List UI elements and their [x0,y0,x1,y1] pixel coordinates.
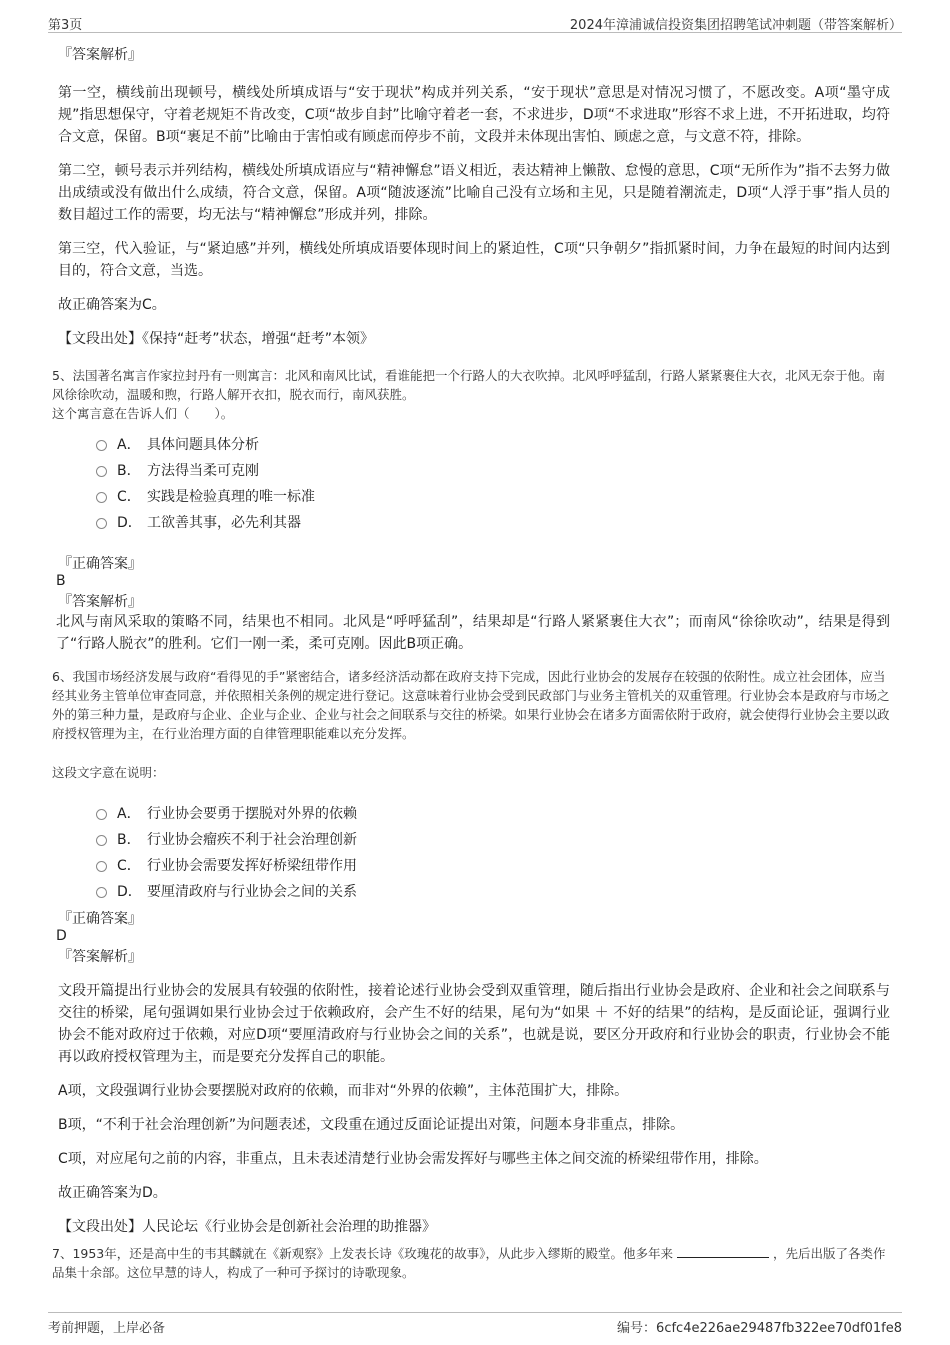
option-c[interactable]: C． 实践是检验真理的唯一标准 [96,483,890,509]
analysis-paragraph: C项，对应尾句之前的内容，非重点，且未表述清楚行业协会需发挥好与哪些主体之间交流的桥梁纽带作用，排除。 [58,1151,768,1167]
source-citation: 【文段出处】人民论坛《行业协会是创新社会治理的助推器》 [58,1219,436,1235]
radio-icon[interactable] [96,861,107,872]
analysis-paragraph: A项，文段强调行业协会要摆脱对政府的依赖，而非对“外界的依赖”，主体范围扩大，排除。 [58,1083,629,1099]
analysis-paragraph: B项，“不利于社会治理创新”为问题表述，文段重在通过反面论证提出对策，问题本身非重点，排除。 [58,1117,685,1133]
analysis-heading: 『答案解析』 [58,47,142,63]
radio-icon[interactable] [96,518,107,529]
option-a[interactable]: A． 具体问题具体分析 [96,431,890,457]
fill-blank[interactable] [677,1245,769,1258]
question-7 [52,1244,890,1282]
question-ask: 这个寓言意在告诉人们（ ）。 [52,406,234,421]
option-list [96,800,890,904]
radio-icon[interactable] [96,466,107,477]
question-6 [52,667,890,1236]
document-id: 编号：6cfc4e226ae29487fb322ee70df01fe8 [617,1321,902,1336]
option-d[interactable]: D． 工欲善其事，必先利其器 [96,509,890,535]
option-d[interactable]: D． 要厘清政府与行业协会之间的关系 [96,878,890,904]
analysis-paragraph: 第二空，顿号表示并列结构，横线处所填成语应与“精神懈怠”语义相近，表达精神上懒散、怠慢的意思，C项“无所作为”指不去努力做出成绩或没有做出什么成绩，符合文意，保留。A项“随波逐流”比喻自己没有立场和主见，只是随着潮流走，D项“人浮于事”指人员的数目超过工作的需要，均无法与“精神懈怠”形成并列，排除。 [58,163,890,223]
analysis-paragraph: 文段开篇提出行业协会的发展具有较强的依附性，接着论述行业协会受到双重管理，随后指出行业协会是政府、企业和社会之间联系与交往的桥梁，尾句强调如果行业协会过于依赖政府，会产生不好的结果，尾句为“如果 ＋ 不好的结果”的结构，是反面论证，强调行业协会不能对政府过于依赖，对应D项“要厘清政府与行业协会之间的关系”，也就是说，要区分开政府和行业协会的职责，行业协会不能再以政府授权管理为主，而是要充分发挥自己的职能。 [58,983,890,1065]
question-5 [52,366,890,655]
page-content [52,44,890,1282]
answer-heading: 『正确答案』 [58,556,142,572]
analysis-heading: 『答案解析』 [58,594,142,610]
conclusion: 故正确答案为D。 [58,1185,167,1201]
radio-icon[interactable] [96,835,107,846]
radio-icon[interactable] [96,492,107,503]
footer-slogan: 考前押题，上岸必备 [48,1321,166,1336]
option-c[interactable]: C． 行业协会需要发挥好桥梁纽带作用 [96,852,890,878]
option-list [96,431,890,535]
option-b[interactable]: B． 行业协会瘤疾不利于社会治理创新 [96,826,890,852]
question-stem: 6、我国市场经济发展与政府“看得见的手”紧密结合，诸多经济活动都在政府支持下完成，因此行业协会的发展存在较强的依附性。成立社会团体，应当经其业务主管单位审查同意，并依照相关条例的规定进行登记。这意味着行业协会受到民政部门与业务主管机关的双重管理。行业协会本是政府与市场之外的第三种力量，是政府与企业、企业与企业、企业与社会之间联系与交往的桥梁。如果行业协会在诸多方面需依附于政府，就会使得行业协会主要以政府授权管理为主，在行业治理方面的自律管理职能难以充分发挥。 [52,669,890,741]
q4-analysis [58,44,890,348]
conclusion: 故正确答案为C。 [58,297,166,313]
answer-heading: 『正确答案』 [58,911,142,927]
analysis-paragraph: 第三空，代入验证，与“紧迫感”并列，横线处所填成语要体现时间上的紧迫性，C项“只争朝夕”指抓紧时间，力争在最短的时间内达到目的，符合文意，当选。 [58,241,890,279]
analysis-paragraph: 北风与南风采取的策略不同，结果也不相同。北风是“呼呼猛刮”，结果却是“行路人紧紧裹住大衣”；而南风“徐徐吹动”，结果是得到了“行路人脱衣”的胜利。它们一刚一柔，柔可克刚。因此B项正确。 [56,614,890,652]
answer-value: D [56,928,67,944]
option-b[interactable]: B． 方法得当柔可克刚 [96,457,890,483]
document-title: 2024年漳浦诚信投资集团招聘笔试冲刺题（带答案解析） [569,18,902,33]
question-ask: 这段文字意在说明： [52,765,165,780]
radio-icon[interactable] [96,809,107,820]
option-a[interactable]: A． 行业协会要勇于摆脱对外界的依赖 [96,800,890,826]
page-number: 第3页 [48,18,83,33]
answer-value: B [56,573,66,589]
radio-icon[interactable] [96,887,107,898]
analysis-heading: 『答案解析』 [58,949,142,965]
question-stem: 5、法国著名寓言作家拉封丹有一则寓言：北风和南风比试，看谁能把一个行路人的大衣吹掉。北风呼呼猛刮，行路人紧紧裹住大衣，北风无奈于他。南风徐徐吹动，温暖和煦，行路人解开衣扣，脱衣而行，南风获胜。 [52,368,885,402]
question-stem: 7、1953年，还是高中生的韦其麟就在《新观察》上发表长诗《玫瑰花的故事》，从此步入缪斯的殿堂。他多年来 ，先后出版了各类作品集十余部。这位早慧的诗人，构成了一种可予探讨的诗歌现象。 [52,1246,886,1280]
radio-icon[interactable] [96,440,107,451]
source-citation: 【文段出处】《保持“赶考”状态，增强“赶考”本领》 [58,331,375,347]
page-header [48,12,902,33]
page-footer [48,1312,902,1339]
analysis-paragraph: 第一空，横线前出现顿号，横线处所填成语与“安于现状”构成并列关系，“安于现状”意思是对情况习惯了，不愿改变。A项“墨守成规”指思想保守，守着老规矩不肯改变，C项“故步自封”比喻守着老一套，不求进步，D项“不求进取”形容不求上进，不开拓进取，均符合文意，保留。B项“裹足不前”比喻由于害怕或有顾虑而停步不前，文段并未体现出害怕、顾虑之意，与文意不符，排除。 [58,85,890,145]
